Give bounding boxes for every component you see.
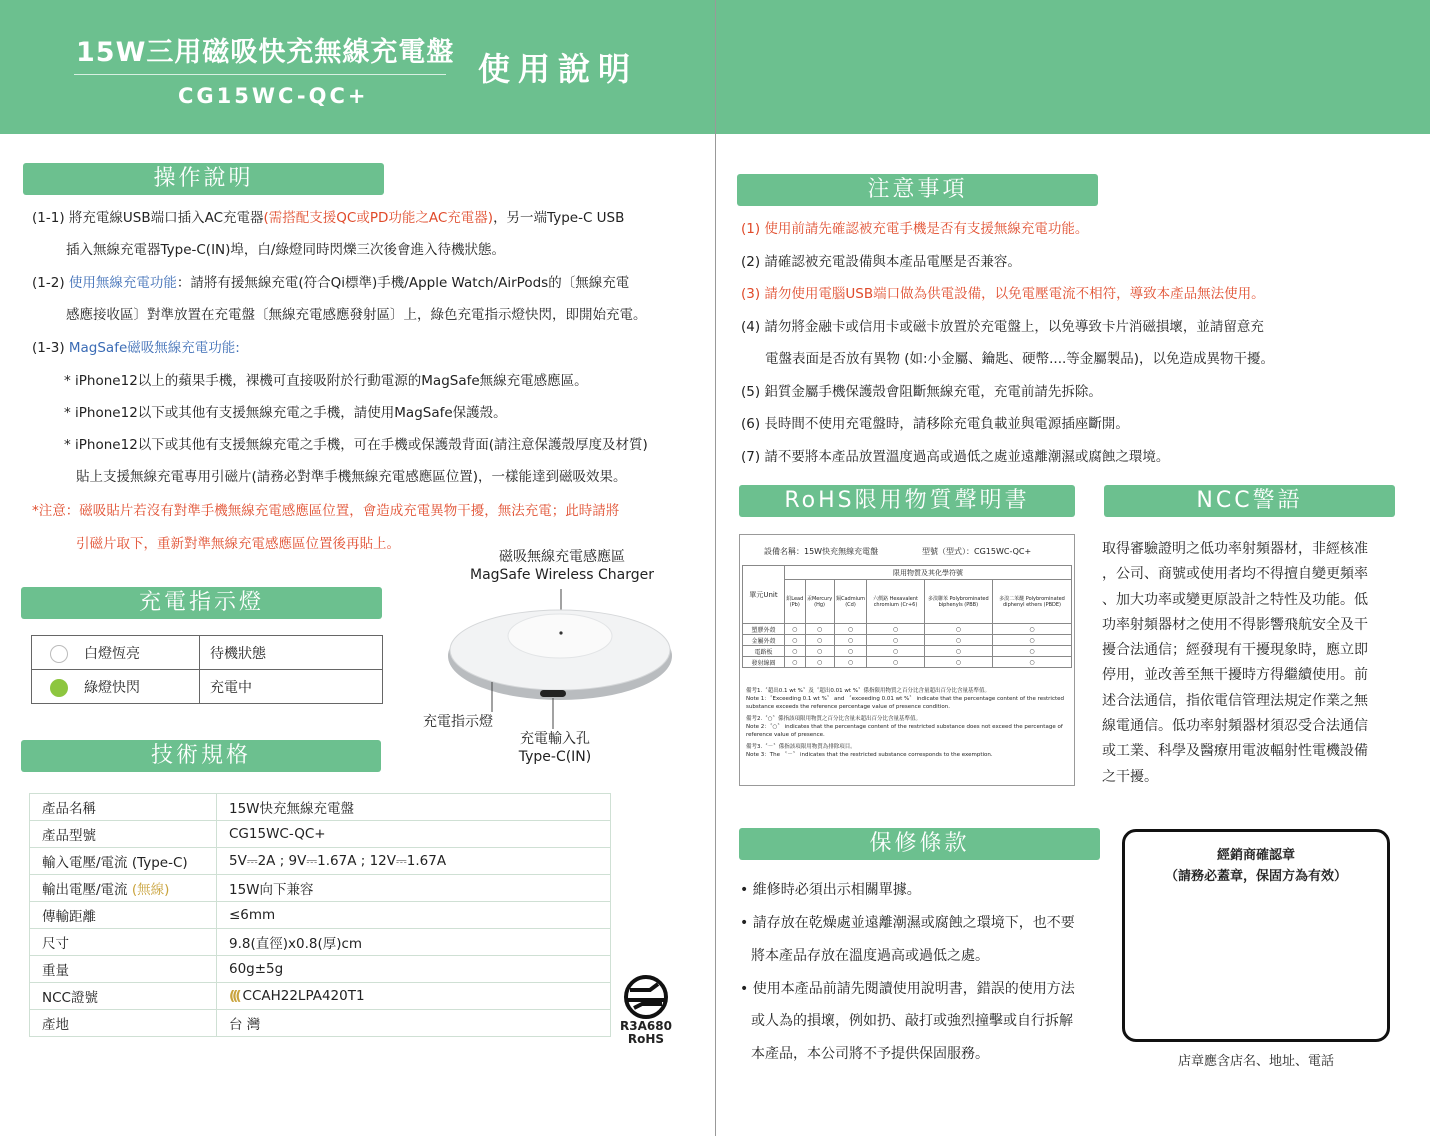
notice-3: (3) 請勿使用電腦USB端口做為供電設備，以免電壓電流不相符，導致本產品無法使用。	[741, 286, 1265, 302]
rohs-unit: 塑膠外殼	[743, 624, 785, 635]
rohs-mark: ○	[834, 635, 867, 646]
spec-value: ≤6mm	[217, 902, 611, 929]
rohs-mark: ○	[785, 657, 806, 668]
spec-value: 台 灣	[217, 1010, 611, 1037]
rohs-mark: ○	[993, 657, 1072, 668]
rohs-mark: ○	[805, 635, 834, 646]
rohs-mark: ○	[924, 657, 992, 668]
operation-step-1-1-cont: 插入無線充電器Type-C(IN)埠，白/綠燈同時閃爍三次後會進入待機狀態。	[66, 242, 505, 258]
indicator-cell-light	[32, 636, 200, 670]
rohs-notes	[746, 687, 1064, 759]
spec-value: 15W向下兼容	[217, 875, 611, 902]
white-light-icon	[50, 645, 68, 663]
rohs-note-3-en: Note 3：The 〝－〞 indicates that the restricted substance corresponds to the exemption.	[746, 752, 993, 758]
magsafe-bullet-1: * iPhone12以上的蘋果手機，裸機可直接吸附於行動電源的MagSafe無線充電感應區。	[64, 373, 588, 389]
step-1-1-requirement: (需搭配支援QC或PD功能之AC充電器)	[263, 210, 494, 226]
rohs-col-header: 六價鉻 Hexavalent chromium (Cr+6)	[867, 580, 924, 624]
spec-key: 輸入電壓/電流 (Type-C)	[30, 848, 217, 875]
ncc-line: 擾合法通信；經發現有干擾現象時，應立即	[1102, 642, 1368, 659]
warranty-item-3: • 使用本產品前請先閱讀使用說明書，錯誤的使用方法	[740, 981, 1075, 997]
operation-step-1-1	[32, 210, 624, 226]
indicator-cell-light	[32, 670, 200, 704]
warranty-item-1: • 維修時必須出示相關單據。	[740, 882, 921, 898]
spec-value: 9.8(直徑)x0.8(厚)cm	[217, 929, 611, 956]
table-row	[743, 624, 1072, 635]
title-rule	[74, 74, 446, 75]
section-operation-heading: 操作說明	[23, 163, 384, 195]
ncc-line: 之干擾。	[1102, 768, 1158, 785]
rohs-mark: ○	[867, 624, 924, 635]
section-ncc-heading: NCC警語	[1104, 485, 1395, 517]
magsafe-bullet-2: * iPhone12以下或其他有支援無線充電之手機，請使用MagSafe保護殼。	[64, 405, 507, 421]
step-1-2-prefix: (1-2)	[32, 275, 69, 291]
ncc-line: 或工業、科學及醫療用電波輻射性電機設備	[1102, 743, 1368, 760]
section-notices-heading: 注意事項	[737, 174, 1098, 206]
rohs-note-2-en-2: reference value of presence.	[746, 732, 825, 738]
rohs-unit: 金屬外殼	[743, 635, 785, 646]
table-row	[30, 956, 611, 983]
spec-key: 尺寸	[30, 929, 217, 956]
rohs-mark: ○	[805, 657, 834, 668]
green-light-icon	[50, 679, 68, 697]
spec-key: 產品型號	[30, 821, 217, 848]
spec-key-cell	[30, 875, 217, 902]
operation-step-1-2-cont: 感應接收區〕對準放置在充電盤〔無線充電感應發射區〕上，綠色充電指示燈快閃，即開始充電。	[66, 307, 647, 323]
spec-value: 60g±5g	[217, 956, 611, 983]
rohs-table	[742, 565, 1072, 668]
zone-dot	[559, 631, 562, 634]
step-1-3-feature: MagSafe磁吸無線充電功能:	[68, 340, 240, 356]
rohs-mark: ○	[924, 646, 992, 657]
rohs-cols-row	[743, 580, 1072, 624]
rohs-header-row	[743, 566, 1072, 580]
spec-key-note: (無線)	[131, 882, 170, 898]
magsafe-bullet-3-cont: 貼上支援無線充電專用引磁片(請務必對準手機無線充電感應區位置)，一樣能達到磁吸效果。	[76, 469, 627, 485]
spec-value: CCAH22LPA420T1	[242, 988, 365, 1004]
magsafe-ring	[508, 614, 612, 658]
table-row	[30, 848, 611, 875]
section-warranty-heading: 保修條款	[739, 828, 1100, 860]
spec-value: 5V⎓2A ; 9V⎓1.67A ; 12V⎓1.67A	[217, 848, 611, 875]
rohs-mark: ○	[834, 657, 867, 668]
table-row	[743, 646, 1072, 657]
rohs-mark: ○	[867, 646, 924, 657]
rohs-mark: ○	[785, 646, 806, 657]
indicator-state: 待機狀態	[200, 636, 383, 670]
ncc-line: 停用，並改善至無干擾時方得繼續使用。前	[1102, 667, 1368, 684]
rohs-mark: ○	[867, 635, 924, 646]
rohs-mark: ○	[924, 635, 992, 646]
section-specs-heading: 技術規格	[21, 740, 381, 772]
spec-value: 15W快充無線充電盤	[217, 794, 611, 821]
rohs-mark: ○	[867, 657, 924, 668]
warranty-item-3-cont: 或人為的損壞，例如扔、敲打或強烈撞擊或自行拆解	[751, 1013, 1073, 1029]
diagram-zone-cn: 磁吸無線充電感應區	[499, 549, 625, 565]
warranty-item-2: • 請存放在乾燥處並遠離潮濕或腐蝕之環境下，也不要	[740, 915, 1075, 931]
warranty-item-3-cont-2: 本產品，本公司將不予提供保固服務。	[751, 1046, 989, 1062]
rohs-model: 型號（型式）：CG15WC-QC+	[922, 547, 1032, 556]
ncc-line: 、加大功率或變更原設計之特性及功能。低	[1102, 591, 1368, 608]
notice-2: (2) 請確認被充電設備與本產品電壓是否兼容。	[741, 254, 1021, 270]
rohs-note-1-en: Note 1：〝Exceeding 0.1 wt %〞 and 〝exceeding 0.01 wt %〞 indicate that the percentage content of the restricted	[746, 696, 1064, 702]
spec-key: 傳輸距離	[30, 902, 217, 929]
bsmi-code: R3A680	[620, 1019, 672, 1033]
indicator-state: 充電中	[200, 670, 383, 704]
spec-key: 輸出電壓/電流	[42, 882, 128, 898]
section-indicator-heading: 充電指示燈	[21, 587, 382, 619]
rohs-col-header: 汞Mercury (Hg)	[805, 580, 834, 624]
spec-key: 重量	[30, 956, 217, 983]
rohs-col-header: 多溴聯苯 Polybrominated biphenyls (PBB)	[924, 580, 992, 624]
rohs-col-header: 多溴二苯醚 Polybrominated diphenyl ethers (PBDE)	[993, 580, 1072, 624]
rohs-mark: ○	[805, 646, 834, 657]
rohs-note-1-cn: 備考1.〝超出0.1 wt %〞及〝超出0.01 wt %〞係指限用物質之百分比含量超出百分比含量基準值。	[746, 688, 990, 694]
table-row	[743, 657, 1072, 668]
spec-value-cell	[217, 983, 611, 1010]
indicator-row-white	[32, 636, 383, 670]
manual-title: 使用說明	[478, 50, 639, 88]
rohs-note-3-cn: 備考3.〝－〞係指該項限用物質為排除項目。	[746, 744, 856, 750]
ncc-line: 取得審驗證明之低功率射頻器材，非經核准	[1102, 541, 1368, 557]
table-row	[30, 902, 611, 929]
rohs-mark: ○	[993, 635, 1072, 646]
indicator-light-label: 綠燈快閃	[84, 679, 140, 696]
spec-key: 產地	[30, 1010, 217, 1037]
ncc-line: 述合法通信，指依電信管理法規定作業之無	[1102, 692, 1368, 709]
step-1-1-text-end: ，另一端Type-C USB	[493, 210, 625, 226]
rohs-device-name: 設備名稱：15W快充無線充電盤	[764, 547, 879, 556]
bsmi-rohs: RoHS	[627, 1032, 665, 1046]
notice-1: (1) 使用前請先確認被充電手機是否有支援無線充電功能。	[741, 221, 1089, 237]
table-row	[30, 1010, 611, 1037]
rohs-declaration-card	[739, 534, 1075, 786]
magsafe-warning: *注意：磁吸貼片若沒有對準手機無線充電感應區位置，會造成充電異物干擾，無法充電；此時請將	[32, 503, 620, 519]
header-banner-right	[716, 0, 1430, 134]
indicator-table	[31, 635, 383, 704]
rohs-group-header: 限用物質及其化學符號	[785, 566, 1072, 580]
step-1-3-prefix: (1-3)	[32, 340, 69, 356]
diagram-indicator-label: 充電指示燈	[423, 714, 493, 730]
rohs-note-1-en-2: substance exceeds the reference percentage value of presence condition.	[746, 704, 950, 710]
diagram-zone-label	[462, 548, 662, 584]
diagram-port-cn: 充電輸入孔	[520, 731, 590, 747]
diagram-port-label	[505, 730, 605, 766]
stamp-title: 經銷商確認章	[1216, 848, 1295, 863]
table-row	[30, 794, 611, 821]
notice-4-cont: 電盤表面是否放有異物 (如:小金屬、鑰匙、硬幣....等金屬製品)，以免造成異物干擾。	[765, 351, 1275, 367]
rohs-col-header: 鎘Cadmium (Cd)	[834, 580, 867, 624]
diagram-zone-en: MagSafe Wireless Charger	[469, 567, 655, 583]
rohs-mark: ○	[834, 646, 867, 657]
spec-key: 產品名稱	[30, 794, 217, 821]
dealer-stamp-box	[1122, 829, 1390, 1042]
table-row	[743, 635, 1072, 646]
magsafe-warning-cont: 引磁片取下，重新對準無線充電感應區位置後再貼上。	[76, 536, 400, 552]
rohs-mark: ○	[924, 624, 992, 635]
page-fold-divider	[715, 0, 716, 1136]
operation-step-1-2	[32, 275, 629, 291]
rohs-unit: 電路板	[743, 646, 785, 657]
rohs-mark: ○	[993, 624, 1072, 635]
ncc-line: 線電通信。低功率射頻器材須忍受合法通信	[1102, 718, 1368, 735]
notice-4: (4) 請勿將金融卡或信用卡或磁卡放置於充電盤上，以免導致卡片消磁損壞，並請留意充	[741, 319, 1264, 335]
spec-value: CG15WC-QC+	[217, 821, 611, 848]
ncc-line: ，公司、商號或使用者均不得擅自變更頻率	[1102, 566, 1368, 583]
table-row	[30, 983, 611, 1010]
spec-table	[29, 793, 611, 1037]
stamp-subtitle: （請務必蓋章，保固方為有效）	[1164, 869, 1347, 884]
operation-step-1-3	[32, 340, 240, 356]
section-rohs-heading: RoHS限用物質聲明書	[739, 485, 1075, 517]
rohs-mark: ○	[993, 646, 1072, 657]
ncc-line: 功率射頻器材之使用不得影響飛航安全及干	[1102, 616, 1368, 633]
rohs-mark: ○	[785, 635, 806, 646]
rohs-mark: ○	[805, 624, 834, 635]
ncc-warning-text	[1102, 537, 1382, 790]
step-1-2-text: ：請將有援無線充電(符合Qi標準)手機/Apple Watch/AirPods的〔無線充電	[176, 275, 630, 291]
magsafe-bullet-3: * iPhone12以下或其他有支援無線充電之手機，可在手機或保護殼背面(請注意保護殼厚度及材質)	[64, 437, 648, 453]
notice-6: (6) 長時間不使用充電盤時，請移除充電負載並與電源插座斷開。	[741, 416, 1129, 432]
product-title: 15W三用磁吸快充無線充電盤	[76, 37, 455, 68]
bsmi-mark-icon	[620, 973, 672, 1021]
spec-key: NCC證號	[30, 983, 217, 1010]
rohs-mark: ○	[834, 624, 867, 635]
diagram-port-en: Type-C(IN)	[518, 749, 592, 765]
type-c-port	[540, 690, 566, 697]
warranty-item-2-cont: 將本產品存放在溫度過高或過低之處。	[751, 948, 989, 964]
indicator-row-green	[32, 670, 383, 704]
table-row	[30, 821, 611, 848]
bsmi-text	[612, 1020, 680, 1046]
stamp-caption: 店章應含店名、地址、電話	[1177, 1054, 1334, 1069]
rohs-unit-header: 單元Unit	[743, 566, 785, 624]
table-row	[30, 875, 611, 902]
step-1-1-text: (1-1) 將充電線USB端口插入AC充電器	[32, 210, 264, 226]
table-row	[30, 929, 611, 956]
step-1-2-feature: 使用無線充電功能	[68, 275, 177, 291]
rohs-unit: 發射線圈	[743, 657, 785, 668]
notice-7: (7) 請不要將本產品放置溫度過高或過低之處並遠離潮濕或腐蝕之環境。	[741, 449, 1170, 465]
ncc-logo-icon: (((	[229, 988, 239, 1004]
notice-5: (5) 鋁質金屬手機保護殼會阻斷無線充電，充電前請先拆除。	[741, 384, 1102, 400]
rohs-note-2-en: Note 2：〝○〞 indicates that the percentage content of the restricted substance does not exceed the percentage of	[746, 724, 1063, 730]
rohs-col-header: 鉛Lead (Pb)	[785, 580, 806, 624]
rohs-note-2-cn: 備考2.〝○〞係指該項限用物質之百分比含量未超出百分比含量基準值。	[746, 716, 922, 722]
rohs-mark: ○	[785, 624, 806, 635]
product-model: CG15WC-QC+	[178, 84, 369, 108]
indicator-light-label: 白燈恆亮	[84, 645, 140, 662]
